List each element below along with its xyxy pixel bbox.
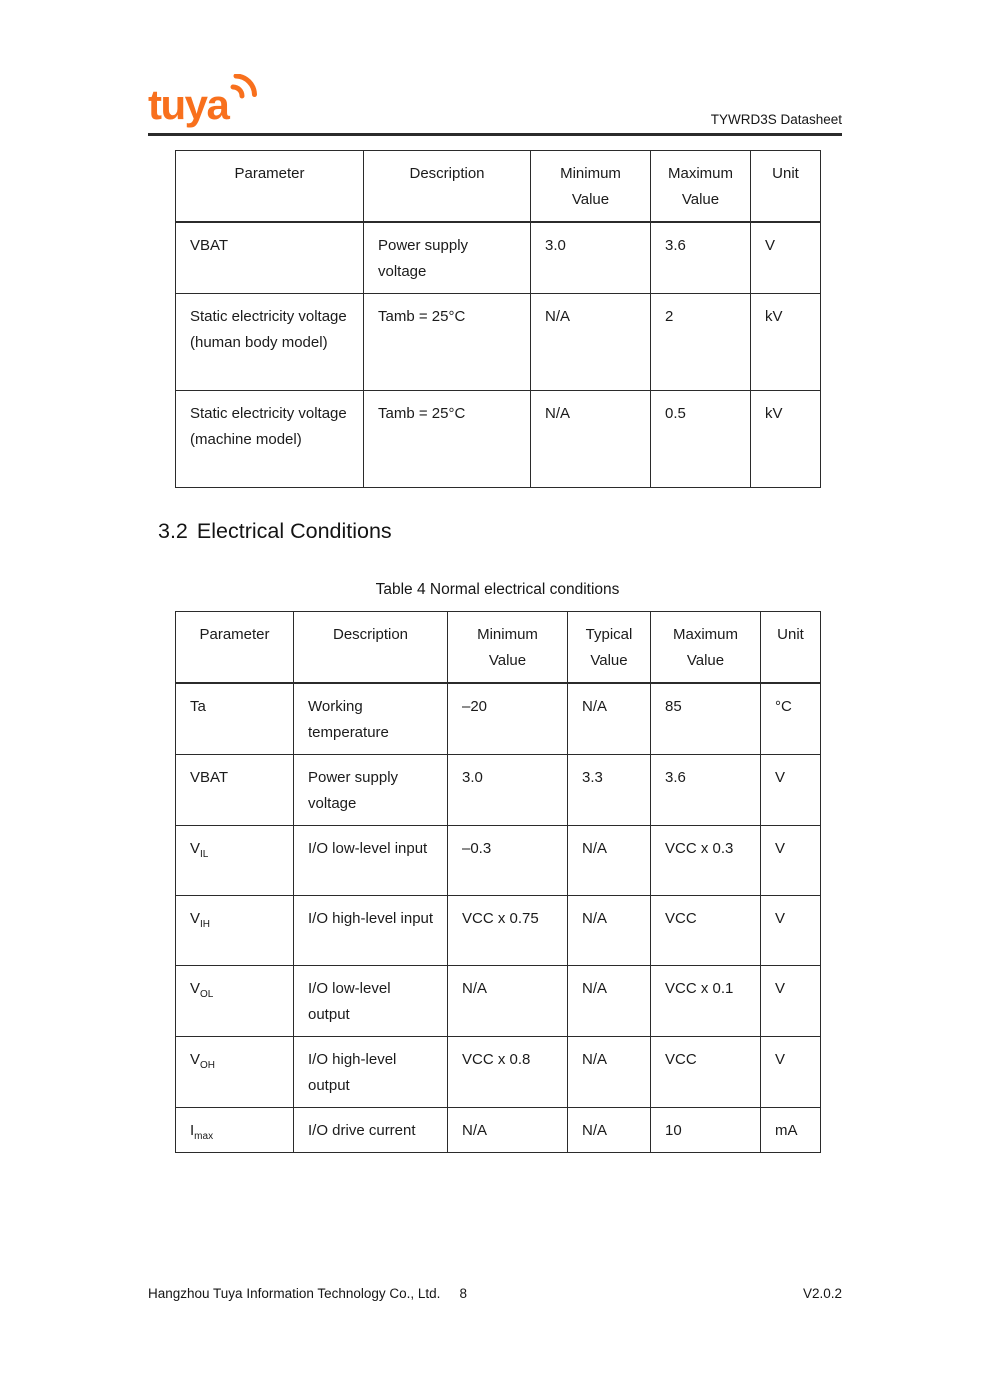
cell-unit: V — [761, 895, 821, 965]
cell-description: I/O low-level output — [294, 965, 448, 1036]
cell-description: Tamb = 25°C — [364, 390, 531, 487]
cell-minimum: N/A — [448, 965, 568, 1036]
footer-company-and-page — [148, 1286, 467, 1301]
section-title: Electrical Conditions — [196, 518, 392, 543]
cell-parameter: $I_{max}$ — [176, 1107, 294, 1152]
cell-parameter: VBAT — [176, 222, 364, 294]
col-header-minimum-value: Minimum Value — [531, 150, 651, 222]
cell-typical: N/A — [568, 965, 651, 1036]
section-heading — [158, 519, 842, 544]
cell-typical: 3.3 — [568, 754, 651, 825]
col-header-minimum-value: Minimum Value — [448, 611, 568, 683]
page-header — [148, 0, 842, 132]
cell-maximum: 85 — [651, 683, 761, 755]
cell-maximum: 0.5 — [651, 390, 751, 487]
table-row — [176, 293, 821, 390]
cell-description: I/O drive current — [294, 1107, 448, 1152]
header-divider — [148, 133, 842, 136]
cell-parameter: Ta — [176, 683, 294, 755]
cell-description: Power supply voltage — [364, 222, 531, 294]
col-header-description: Description — [294, 611, 448, 683]
table-row — [176, 895, 821, 965]
cell-parameter: Static electricity voltage (machine model) — [176, 390, 364, 487]
table-row — [176, 825, 821, 895]
cell-description: I/O high-level input — [294, 895, 448, 965]
cell-minimum: VCC x 0.8 — [448, 1036, 568, 1107]
cell-typical: N/A — [568, 825, 651, 895]
cell-typical: N/A — [568, 1107, 651, 1152]
cell-minimum: N/A — [448, 1107, 568, 1152]
cell-parameter: $V_{IH}$ — [176, 895, 294, 965]
cell-parameter: VBAT — [176, 754, 294, 825]
cell-minimum: VCC x 0.75 — [448, 895, 568, 965]
cell-description: Working temperature — [294, 683, 448, 755]
col-header-typical-value: Typical Value — [568, 611, 651, 683]
section-number: 3.2 — [158, 518, 188, 543]
cell-description: Power supply voltage — [294, 754, 448, 825]
cell-maximum: VCC — [651, 895, 761, 965]
cell-maximum: 3.6 — [651, 222, 751, 294]
footer-company: Hangzhou Tuya Information Technology Co., Ltd. — [148, 1286, 441, 1301]
col-header-parameter: Parameter — [176, 611, 294, 683]
page-footer — [148, 1286, 842, 1301]
footer-page-number: 8 — [459, 1286, 467, 1301]
cell-description: I/O high-level output — [294, 1036, 448, 1107]
cell-minimum: 3.0 — [448, 754, 568, 825]
cell-maximum: 10 — [651, 1107, 761, 1152]
wifi-signal-icon — [233, 76, 255, 96]
ratings-table — [175, 150, 821, 488]
cell-unit: V — [761, 825, 821, 895]
cell-minimum: 3.0 — [531, 222, 651, 294]
table-row — [176, 222, 821, 294]
document-title: TYWRD3S Datasheet — [710, 112, 842, 127]
cell-maximum: 2 — [651, 293, 751, 390]
cell-typical: N/A — [568, 895, 651, 965]
cell-unit: V — [761, 965, 821, 1036]
table-row — [176, 754, 821, 825]
table-row — [176, 1036, 821, 1107]
cell-maximum: VCC — [651, 1036, 761, 1107]
table-header-row — [176, 150, 821, 222]
cell-maximum: 3.6 — [651, 754, 761, 825]
cell-typical: N/A — [568, 683, 651, 755]
cell-unit: °C — [761, 683, 821, 755]
col-header-maximum-value: Maximum Value — [651, 150, 751, 222]
cell-minimum: N/A — [531, 293, 651, 390]
logo-wordmark: tuya — [148, 81, 229, 128]
table-row — [176, 965, 821, 1036]
cell-description: I/O low-level input — [294, 825, 448, 895]
electrical-conditions-table — [175, 611, 821, 1153]
cell-unit: V — [761, 754, 821, 825]
cell-description: Tamb = 25°C — [364, 293, 531, 390]
cell-minimum: N/A — [531, 390, 651, 487]
cell-unit: V — [751, 222, 821, 294]
cell-parameter: Static electricity voltage (human body model) — [176, 293, 364, 390]
cell-parameter: $V_{OL}$ — [176, 965, 294, 1036]
table-row — [176, 683, 821, 755]
footer-version: V2.0.2 — [802, 1286, 842, 1301]
table-caption: Table 4 Normal electrical conditions — [375, 580, 620, 598]
cell-minimum: –20 — [448, 683, 568, 755]
cell-unit: kV — [751, 390, 821, 487]
cell-parameter: $V_{OH}$ — [176, 1036, 294, 1107]
col-header-unit: Unit — [761, 611, 821, 683]
col-header-unit: Unit — [751, 150, 821, 222]
table-header-row — [176, 611, 821, 683]
table-row — [176, 1107, 821, 1152]
col-header-parameter: Parameter — [176, 150, 364, 222]
tuya-logo — [148, 74, 260, 132]
cell-unit: mA — [761, 1107, 821, 1152]
cell-minimum: –0.3 — [448, 825, 568, 895]
col-header-maximum-value: Maximum Value — [651, 611, 761, 683]
col-header-description: Description — [364, 150, 531, 222]
cell-maximum: VCC x 0.3 — [651, 825, 761, 895]
cell-unit: kV — [751, 293, 821, 390]
table-row — [176, 390, 821, 487]
cell-maximum: VCC x 0.1 — [651, 965, 761, 1036]
cell-typical: N/A — [568, 1036, 651, 1107]
cell-unit: V — [761, 1036, 821, 1107]
cell-parameter: $V_{IL}$ — [176, 825, 294, 895]
